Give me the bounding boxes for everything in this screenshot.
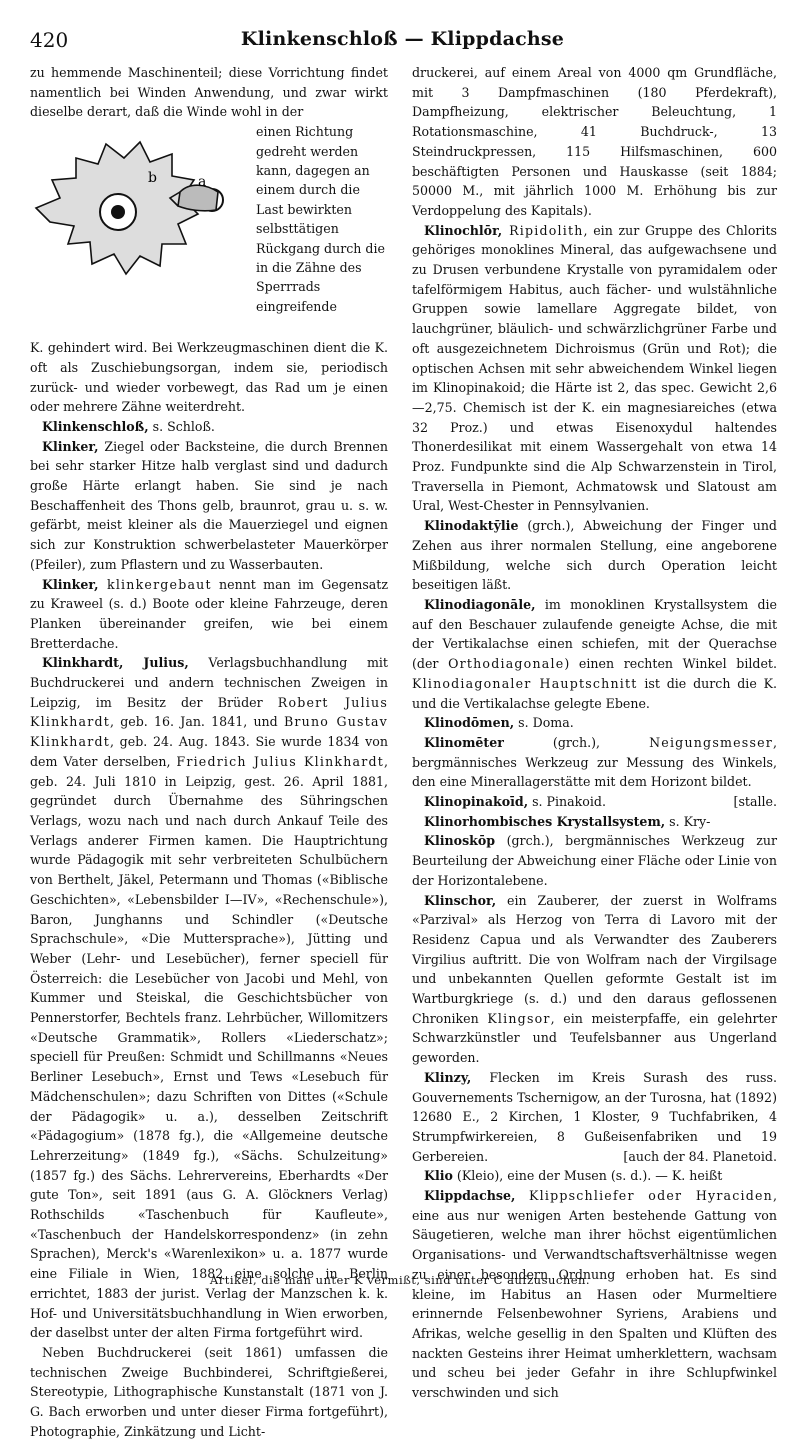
left-column [30,63,388,1441]
entry-klippdachse [412,1186,777,1403]
spaced-term: Klinodiagonaler Hauptschnitt [412,675,638,691]
spaced-term: klinkergebaut [98,576,212,592]
headword: Klippdachse, [424,1188,516,1204]
entry-klinodiagonale [412,595,777,713]
headword: Klinkhardt, Julius, [42,655,189,671]
entry-text: im monoklinen Krystallsystem die auf den Beschauer zulaufende geneigte Achse, die mit der Vertikalachse einen schiefen, mit der Querachse (der [412,596,777,672]
page-footnote: Artikel, die man unter K vermißt, sind unter C aufzusuchen. [209,1273,591,1287]
entry-klinkenschloss [30,417,388,437]
paragraph-continued-right: druckerei, auf einem Areal von 4000 qm Grundfläche, mit 3 Dampfmaschinen (180 Pferdekraft), Dampfheizung, elektrischer Beleuchtung, 1 Rotationsmaschine, 41 Buchdruck-, 13 Steindruckpressen, 115 Hilfsmaschinen, 600 beschäftigten Personen und Hauskasse (seit 1884; 50000 M., mit jährlich 1000 M. Erhöhung bis zur Verdoppelung des Kapitals). [412,65,777,218]
entry-text: (Kleio), eine der Musen (s. d.). — K. heißt [452,1168,723,1184]
headword: Klinoskōp [424,833,496,849]
entry-text: s. Schloß. [148,418,215,434]
figure-block [30,122,388,338]
entry-klinoskop [412,831,777,890]
entry-text: (grch.), bergmännisches Werkzeug zur Beurteilung der Abweichung einer Fläche oder Linie von der Horizontalebene. [412,833,777,888]
headword: Klinodiagonāle, [424,596,536,612]
headword: Klinkenschloß, [42,418,149,434]
page-header [30,28,775,50]
entry-text: ein Zauberer, der zuerst in Wolframs «Parzival» als Herzog von Terra di Lavoro mit der Residenz Capua und als Verwandter des Zauberers Virgilius auftritt. Die von Wolfram nach der Virgilsage und unbekannten Quellen geformte Gestalt ist im Wartburgkriege (s. d.) und den daraus geflossenen Chroniken [412,892,777,1026]
running-title: Klinkenschloß — Klippdachse [240,28,565,50]
spaced-term: Klingsor [487,1010,551,1026]
spaced-term: Klippschliefer oder Hyraciden [515,1188,773,1204]
entry-text: , geb. 24. Aug. 1843. Sie wurde 1834 von dem Vater derselben, [30,734,388,769]
entry-text: nennt man im Gegensatz zu Kraweel (s. d.) Boote oder kleine Fahrzeuge, deren Planken übereinander greifen, wie bei einem Bretterdache. [30,576,388,651]
headword: Klinomēter [424,734,504,750]
entry-klinker-brick [30,437,388,575]
paragraph-continued-end: K. gehindert wird. Bei Werkzeugmaschinen dient die K. oft als Zuschiebungsorgan, indem sie, periodisch zurück- und wieder vorbewegt, das Rad um je einen oder mehrere Zähne weiterdreht. [30,340,388,415]
headword: Klinzy, [424,1069,472,1085]
entry-klinschor [412,891,777,1068]
entry-klinometer [412,733,777,792]
entry-klinodaktylie [412,516,777,595]
spaced-term: Neigungsmesser [649,734,773,750]
figure-side-text: einen Richtung gedreht werden kann, dagegen an einem durch die Last bewirkten selbsttätigen Rückgang durch die in die Zähne des Sperrrads eingreifende [256,124,385,314]
paragraph-continued: zu hemmende Maschinenteil; diese Vorrichtung findet namentlich bei Winden Anwendung, und zwar wirkt dieselbe derart, daß die Winde wohl in der [30,65,388,120]
entry-text: (grch.), [503,734,650,750]
entry-klinochlor [412,221,777,517]
figure-label-a: a [198,174,207,191]
headword: Klinodōmen, [424,715,515,731]
entry-text: , bergmännisches Werkzeug zur Messung des Winkels, den eine Minerallagerstätte mit dem Horizont bildet. [412,734,777,790]
entry-text: , ein meisterpfaffe, ein gelehrter Schwarzkünstler und Teufelsbanner aus Ungerland geworden. [412,1010,778,1066]
entry-klinorhombisch [412,812,777,832]
ratchet-wheel-illustration [30,122,252,336]
entry-text: ) einen rechten Winkel bildet. [564,656,777,672]
headword: Klinopinakoīd, [424,794,529,810]
entry-text: ist die durch die K. und die Vertikalachse gelegte Ebene. [412,675,778,711]
carry-over-fragment: [auch der 84. Planetoid. [623,1148,777,1164]
entry-klio [412,1166,777,1186]
spaced-term: Orthodiagonale [448,656,565,672]
carry-over-fragment: [stalle. [733,794,777,810]
headword: Klinochlōr, [424,222,503,238]
paragraph-neben: Neben Buchdruckerei (seit 1861) umfassen die technischen Zweige Buchbinderei, Schriftgießerei, Stereotypie, Lithographische Kunstanstalt (1871 von J. G. Bach erworben und unter dieser Firma fortgeführt), Photographie, Zinkätzung und Licht- [30,1344,388,1439]
headword: Klinschor, [424,892,497,908]
headword: Klinker, [42,438,99,454]
entry-klinodomen [412,713,777,733]
entry-text: , ein zur Gruppe des Chlorits gehöriges monoklines Mineral, das aufgewachsene und zu Drusen verbundene Krystalle von pyramidalem oder tafelförmigem Habitus, auch fächer- und wulstähnliche Gruppen sowie lamellare Aggregate bildet, von lauchgrüner, bläulich- und schwärzlichgrüner Farbe und oft ausgezeichnetem Dichroismus (Grün und Rot); die optischen Achsen mit sehr abweichendem Winkel liegen im Klinopinakoid; die Härte ist 2, das spec. Gewicht 2,6—2,75. Chemisch ist der K. ein magnesiareiches (etwa 32 Proz.) und etwas Eisenoxydul haltendes Thonerdesilikat mit einem Wassergehalt von etwa 14 Proz. Fundpunkte sind die Alp Schwarzenstein in Tirol, Traversella in Piemont, Achmatowsk und Slatoust am Ural, West-Chester in Pennsylvanien. [412,222,777,514]
entry-text: , geb. 24. Juli 1810 in Leipzig, gest. 26. April 1881, gegründet durch Übernahme des Sühringschen Verlags, wozu nach und nach durch Ankauf Teile des Verlags anderer Firmen kamen. Die Hauptrichtung wurde Pädagogik mit sehr verbreiteten Schulbüchern von Berthelt, Jäkel, Petermann und Thomas («Biblische Geschichten», «Lebensbilder I—IV», «Rechenschule»), Baron, Junghanns und Schindler («Deutsche Sprachschule», «Die Muttersprache»), Jütting und Weber (Lehr- und Lesebücher), ferner speciell für Österreich: die Lesebücher von Jacobi und Mehl, von Kummer und Steiskal, die Geschichtsbücher von Pennerstorfer, Bechtels franz. Lehrbücher, Willomitzers «Deutsche Grammatik», Rollers «Liederschatz»; speciell für Preußen: Schmidt und Schillmanns «Neues Berliner Lesebuch», Ernst und Tews «Lesebuch für Mädchenschulen»; dazu Schriften von Dittes («Schule der Pädagogik» u. a.), desselben Zeitschrift «Pädagogium» (1878 fg.), die «Allgemeine deutsche Lehrerzeitung» (1849 fg.), «Sächs. Schulzeitung» (1857 fg.) des Sächs. Lehrervereins, Eberhardts «Der gute Ton», seit 1891 (aus G. A. Glöckners Verlag) Rothschilds «Taschenbuch für Kaufleute», «Taschenbuch der Handelskorrespondenz» (in zehn Sprachen), Merck's «Warenlexikon» u. a. 1877 wurde eine Filiale in Wien, 1882 eine solche in Berlin errichtet, 1883 der jurist. Verlag der Manzschen k. k. Hof- und Universitätsbuchhandlung in Wien erworben, der daselbst unter der alten Firma fortgeführt wird. [30,753,388,1341]
spaced-name: Friedrich Julius Klinkhardt [176,753,384,769]
spaced-name: Bruno Gustav Klinkhardt [30,714,388,750]
entry-text: Flecken im Kreis Surash des russ. Gouvernements Tschernigow, an der Turosna, hat (1892) 12680 E., 2 Kirchen, 1 Kloster, 9 Tuchfabriken, 4 Strumpfwirkereien, 8 Gußeisenfabriken und 19 Gerbereien. [412,1069,777,1164]
headword: Klinorhombisches Krystallsystem, [424,813,666,829]
page-number: 420 [30,28,69,52]
entry-klinker-boat [30,575,388,654]
right-column [412,63,777,1403]
spaced-term: Ripidolith [502,222,584,238]
entry-klinopinakoid [412,792,777,812]
entry-klinkhardt [30,653,388,1343]
entry-text: Verlagsbuchhandlung mit Buchdruckerei und andern technischen Zweigen in Leipzig, im Besitz der Brüder [30,655,388,710]
entry-text: , geb. 16. Jan. 1841, und [109,714,284,730]
headword: Klinker, [42,576,99,592]
entry-text: (grch.), Abweichung der Finger und Zehen aus ihrer normalen Stellung, eine angeborene Mißbildung, welche sich durch Operation leicht beseitigen läßt. [412,518,777,593]
entry-text: s. Pinakoid. [528,794,606,810]
headword: Klio [424,1168,453,1184]
entry-text: Ziegel oder Backsteine, die durch Brennen bei sehr starker Hitze halb verglast sind und dadurch große Härte erlangt haben. Sie sind je nach Beschaffenheit des Thons gelb, braunrot, grau u. s. w. gefärbt, meist kleiner als die Mauerziegel und eignen sich zur Konstruktion schwerbelasteter Mauerkörper (Pfeiler), zum Pflastern und zu Wasserbauten. [30,438,388,572]
entry-text: , eine aus nur wenigen Arten bestehende Gattung von Säugetieren, welche man ihrer höchst eigentümlichen Organisations- und Verwandtschaftsverhältnisse wegen zu einer besondern Ordnung erhoben hat. Es sind kleine, im Habitus an Hasen oder Murmeltiere erinnernde Felsenbewohner Syriens, Arabiens und Afrikas, welche gesellig in den Spalten und Klüften des nackten Gesteins ihrer Heimat umherklettern, wachsam und scheu bei jeder Gefahr in ihre Schlupfwinkel verschwinden und sich [412,1188,777,1401]
entry-text: s. Kry- [665,813,711,829]
entry-klinzy [412,1068,777,1167]
figure-label-b: b [148,170,157,187]
headword: Klinodaktȳlie [424,518,519,534]
ratchet-figure [30,122,252,336]
entry-text: s. Doma. [514,715,574,731]
spaced-name: Robert Julius Klinkhardt [30,694,388,730]
